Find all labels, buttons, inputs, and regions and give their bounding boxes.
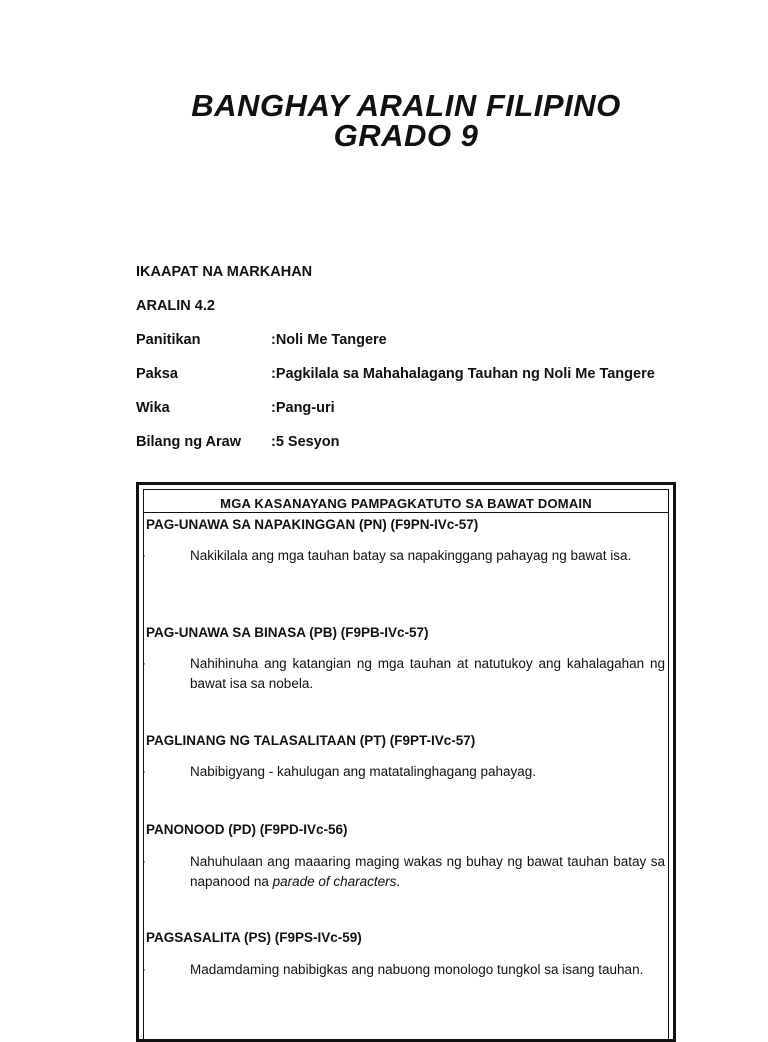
section-heading-ps: PAGSASALITA (PS) (F9PS-IVc-59) — [146, 930, 362, 945]
meta-row-paksa — [136, 366, 655, 382]
section-heading-pb: PAG-UNAWA SA BINASA (PB) (F9PB-IVc-57) — [146, 625, 429, 640]
bullet: · — [142, 854, 146, 868]
meta-value: :Pang-uri — [271, 400, 335, 416]
meta-value: :Noli Me Tangere — [271, 332, 387, 348]
meta-label: Paksa — [136, 366, 178, 382]
meta-value: :Pagkilala sa Mahahalagang Tauhan ng Noli Me Tangere — [271, 366, 655, 382]
quarter-label — [136, 265, 312, 280]
lesson-label — [136, 299, 215, 314]
bullet: · — [142, 548, 146, 562]
section-heading-pn: PAG-UNAWA SA NAPAKINGGAN (PN) (F9PN-IVc-57) — [146, 517, 479, 532]
meta-row-bilang-ng-araw — [136, 434, 340, 450]
section-text-pn: Nakikilala ang mga tauhan batay sa napakinggang pahayag ng bawat isa. — [190, 548, 632, 563]
meta-label: Panitikan — [136, 332, 201, 348]
lesson-text: ARALIN 4.2 — [136, 298, 215, 314]
meta-label: Bilang ng Araw — [136, 434, 241, 450]
competencies-header: MGA KASANAYANG PAMPAGKATUTO SA BAWAT DOMAIN — [220, 496, 592, 511]
section-text-pd — [190, 852, 665, 892]
section-text-pd-italic: parade of characters — [272, 874, 397, 889]
section-text-pb: Nahihinuha ang katangian ng mga tauhan at natutukoy ang kahalagahan ng bawat isa sa nobela. — [190, 656, 665, 691]
quarter-text: IKAAPAT NA MARKAHAN — [136, 264, 313, 280]
section-heading-pt: PAGLINANG NG TALASALITAAN (PT) (F9PT-IVc-57) — [146, 733, 476, 748]
document-title-line2: GRADO 9 — [333, 118, 479, 153]
bullet: · — [142, 764, 146, 778]
meta-label: Wika — [136, 400, 170, 416]
section-text-pd-main: Nahuhulaan ang maaaring maging wakas ng buhay ng bawat tauhan batay sa napanood na — [190, 854, 665, 889]
document-title-line1: BANGHAY ARALIN FILIPINO — [191, 88, 621, 123]
section-text-ps: Madamdaming nabibigkas ang nabuong monologo tungkol sa isang tauhan. — [190, 962, 644, 977]
section-text-pt: Nabibigyang - kahulugan ang matatalinghagang pahayag. — [190, 764, 537, 779]
meta-value: :5 Sesyon — [271, 434, 340, 450]
section-text-pd-end: . — [396, 874, 401, 889]
header-divider — [144, 512, 668, 513]
meta-row-wika — [136, 400, 335, 416]
bullet: · — [142, 962, 146, 976]
bullet: · — [142, 656, 146, 670]
section-heading-pd: PANONOOD (PD) (F9PD-IVc-56) — [146, 822, 348, 837]
meta-row-panitikan — [136, 332, 387, 348]
